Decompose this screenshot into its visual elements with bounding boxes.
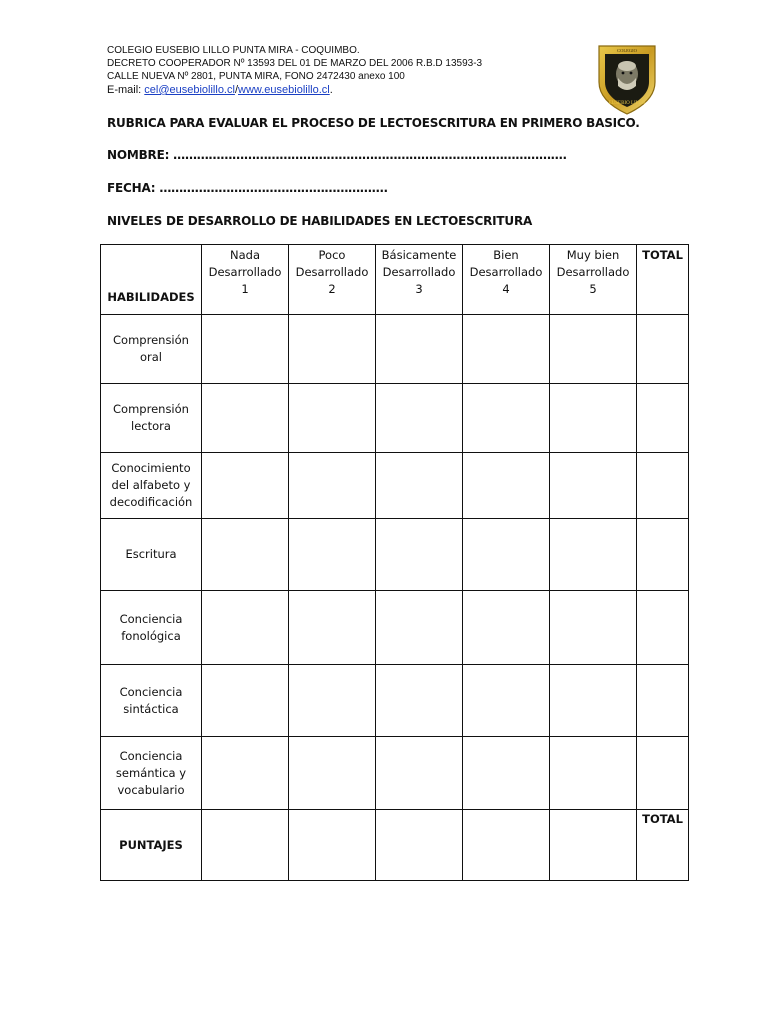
rating-cell[interactable] — [376, 519, 463, 591]
skill-row — [101, 519, 689, 591]
skill-label: Comprensión lectora — [101, 384, 202, 453]
rating-cell[interactable] — [202, 591, 289, 665]
school-contact — [107, 83, 482, 97]
rating-cell[interactable] — [202, 384, 289, 453]
rating-cell[interactable] — [550, 665, 637, 737]
skill-row — [101, 665, 689, 737]
rating-cell[interactable] — [376, 665, 463, 737]
rating-cell[interactable] — [202, 315, 289, 384]
rating-cell[interactable] — [202, 519, 289, 591]
rating-cell[interactable] — [376, 315, 463, 384]
rating-cell[interactable] — [463, 737, 550, 810]
habilidades-header: HABILIDADES — [101, 245, 202, 315]
section-subtitle: NIVELES DE DESARROLLO DE HABILIDADES EN LECTOESCRITURA — [107, 214, 533, 228]
rating-cell[interactable] — [289, 315, 376, 384]
score-cell[interactable] — [289, 810, 376, 881]
row-total-cell[interactable] — [637, 384, 689, 453]
rating-cell[interactable] — [463, 665, 550, 737]
skill-row — [101, 315, 689, 384]
rating-cell[interactable] — [289, 453, 376, 519]
row-total-cell[interactable] — [637, 665, 689, 737]
rating-cell[interactable] — [376, 453, 463, 519]
level-header-1: Nada Desarrollado 1 — [202, 245, 289, 315]
rating-cell[interactable] — [550, 519, 637, 591]
rating-cell[interactable] — [550, 384, 637, 453]
contact-end: . — [329, 84, 333, 96]
school-header — [107, 44, 482, 97]
rating-cell[interactable] — [289, 519, 376, 591]
skill-row — [101, 591, 689, 665]
rating-cell[interactable] — [550, 315, 637, 384]
level-header-5: Muy bien Desarrollado 5 — [550, 245, 637, 315]
puntajes-row — [101, 810, 689, 881]
school-crest-logo — [596, 42, 658, 116]
website-link[interactable]: www.eusebiolillo.cl — [238, 84, 330, 96]
rating-cell[interactable] — [376, 737, 463, 810]
skill-label: Conciencia fonológica — [101, 591, 202, 665]
row-total-cell[interactable] — [637, 519, 689, 591]
rating-cell[interactable] — [289, 665, 376, 737]
score-cell[interactable] — [376, 810, 463, 881]
date-field[interactable]: FECHA: …………………………………………………. — [107, 181, 388, 195]
contact-separator: / — [234, 84, 238, 96]
school-decree: DECRETO COOPERADOR Nº 13593 DEL 01 DE MARZO DEL 2006 R.B.D 13593-3 — [107, 58, 483, 69]
rating-cell[interactable] — [289, 737, 376, 810]
rating-cell[interactable] — [202, 737, 289, 810]
skill-label: Conocimiento del alfabeto y decodificación — [101, 453, 202, 519]
row-total-cell[interactable] — [637, 315, 689, 384]
rating-cell[interactable] — [463, 384, 550, 453]
total-header: TOTAL — [637, 245, 689, 315]
rating-cell[interactable] — [289, 591, 376, 665]
school-name: COLEGIO EUSEBIO LILLO PUNTA MIRA - COQUIMBO. — [107, 45, 360, 56]
skill-label: Conciencia sintáctica — [101, 665, 202, 737]
document-title: RUBRICA PARA EVALUAR EL PROCESO DE LECTOESCRITURA EN PRIMERO BASICO. — [107, 116, 640, 130]
email-link[interactable]: cel@eusebiolillo.cl — [144, 84, 235, 96]
table-header-row — [101, 245, 689, 315]
logo-top-text: COLEGIO — [617, 48, 637, 53]
skill-row — [101, 737, 689, 810]
rating-cell[interactable] — [202, 453, 289, 519]
email-prefix: E-mail: — [107, 84, 145, 96]
rubric-table — [100, 244, 689, 881]
rating-cell[interactable] — [202, 665, 289, 737]
score-cell[interactable] — [463, 810, 550, 881]
puntajes-label: PUNTAJES — [101, 810, 202, 881]
skill-label: Escritura — [101, 519, 202, 591]
skill-label: Conciencia semántica y vocabulario — [101, 737, 202, 810]
skill-row — [101, 384, 689, 453]
rating-cell[interactable] — [289, 384, 376, 453]
rating-cell[interactable] — [463, 453, 550, 519]
skill-row — [101, 453, 689, 519]
row-total-cell[interactable] — [637, 453, 689, 519]
score-cell[interactable] — [550, 810, 637, 881]
level-header-3: Básicamente Desarrollado 3 — [376, 245, 463, 315]
rating-cell[interactable] — [463, 519, 550, 591]
rating-cell[interactable] — [376, 384, 463, 453]
rating-cell[interactable] — [376, 591, 463, 665]
row-total-cell[interactable] — [637, 591, 689, 665]
rating-cell[interactable] — [550, 737, 637, 810]
name-field[interactable]: NOMBRE: ………………………………………………………………………………………. — [107, 148, 567, 162]
skill-label: Comprensión oral — [101, 315, 202, 384]
rating-cell[interactable] — [550, 591, 637, 665]
rating-cell[interactable] — [550, 453, 637, 519]
level-header-2: Poco Desarrollado 2 — [289, 245, 376, 315]
rating-cell[interactable] — [463, 591, 550, 665]
logo-bottom-text: EUSEBIO LILLO — [608, 101, 646, 106]
score-cell[interactable] — [202, 810, 289, 881]
grand-total-cell[interactable]: TOTAL — [637, 810, 689, 881]
school-address: CALLE NUEVA Nº 2801, PUNTA MIRA, FONO 2472430 anexo 100 — [107, 71, 405, 82]
rating-cell[interactable] — [463, 315, 550, 384]
row-total-cell[interactable] — [637, 737, 689, 810]
level-header-4: Bien Desarrollado 4 — [463, 245, 550, 315]
